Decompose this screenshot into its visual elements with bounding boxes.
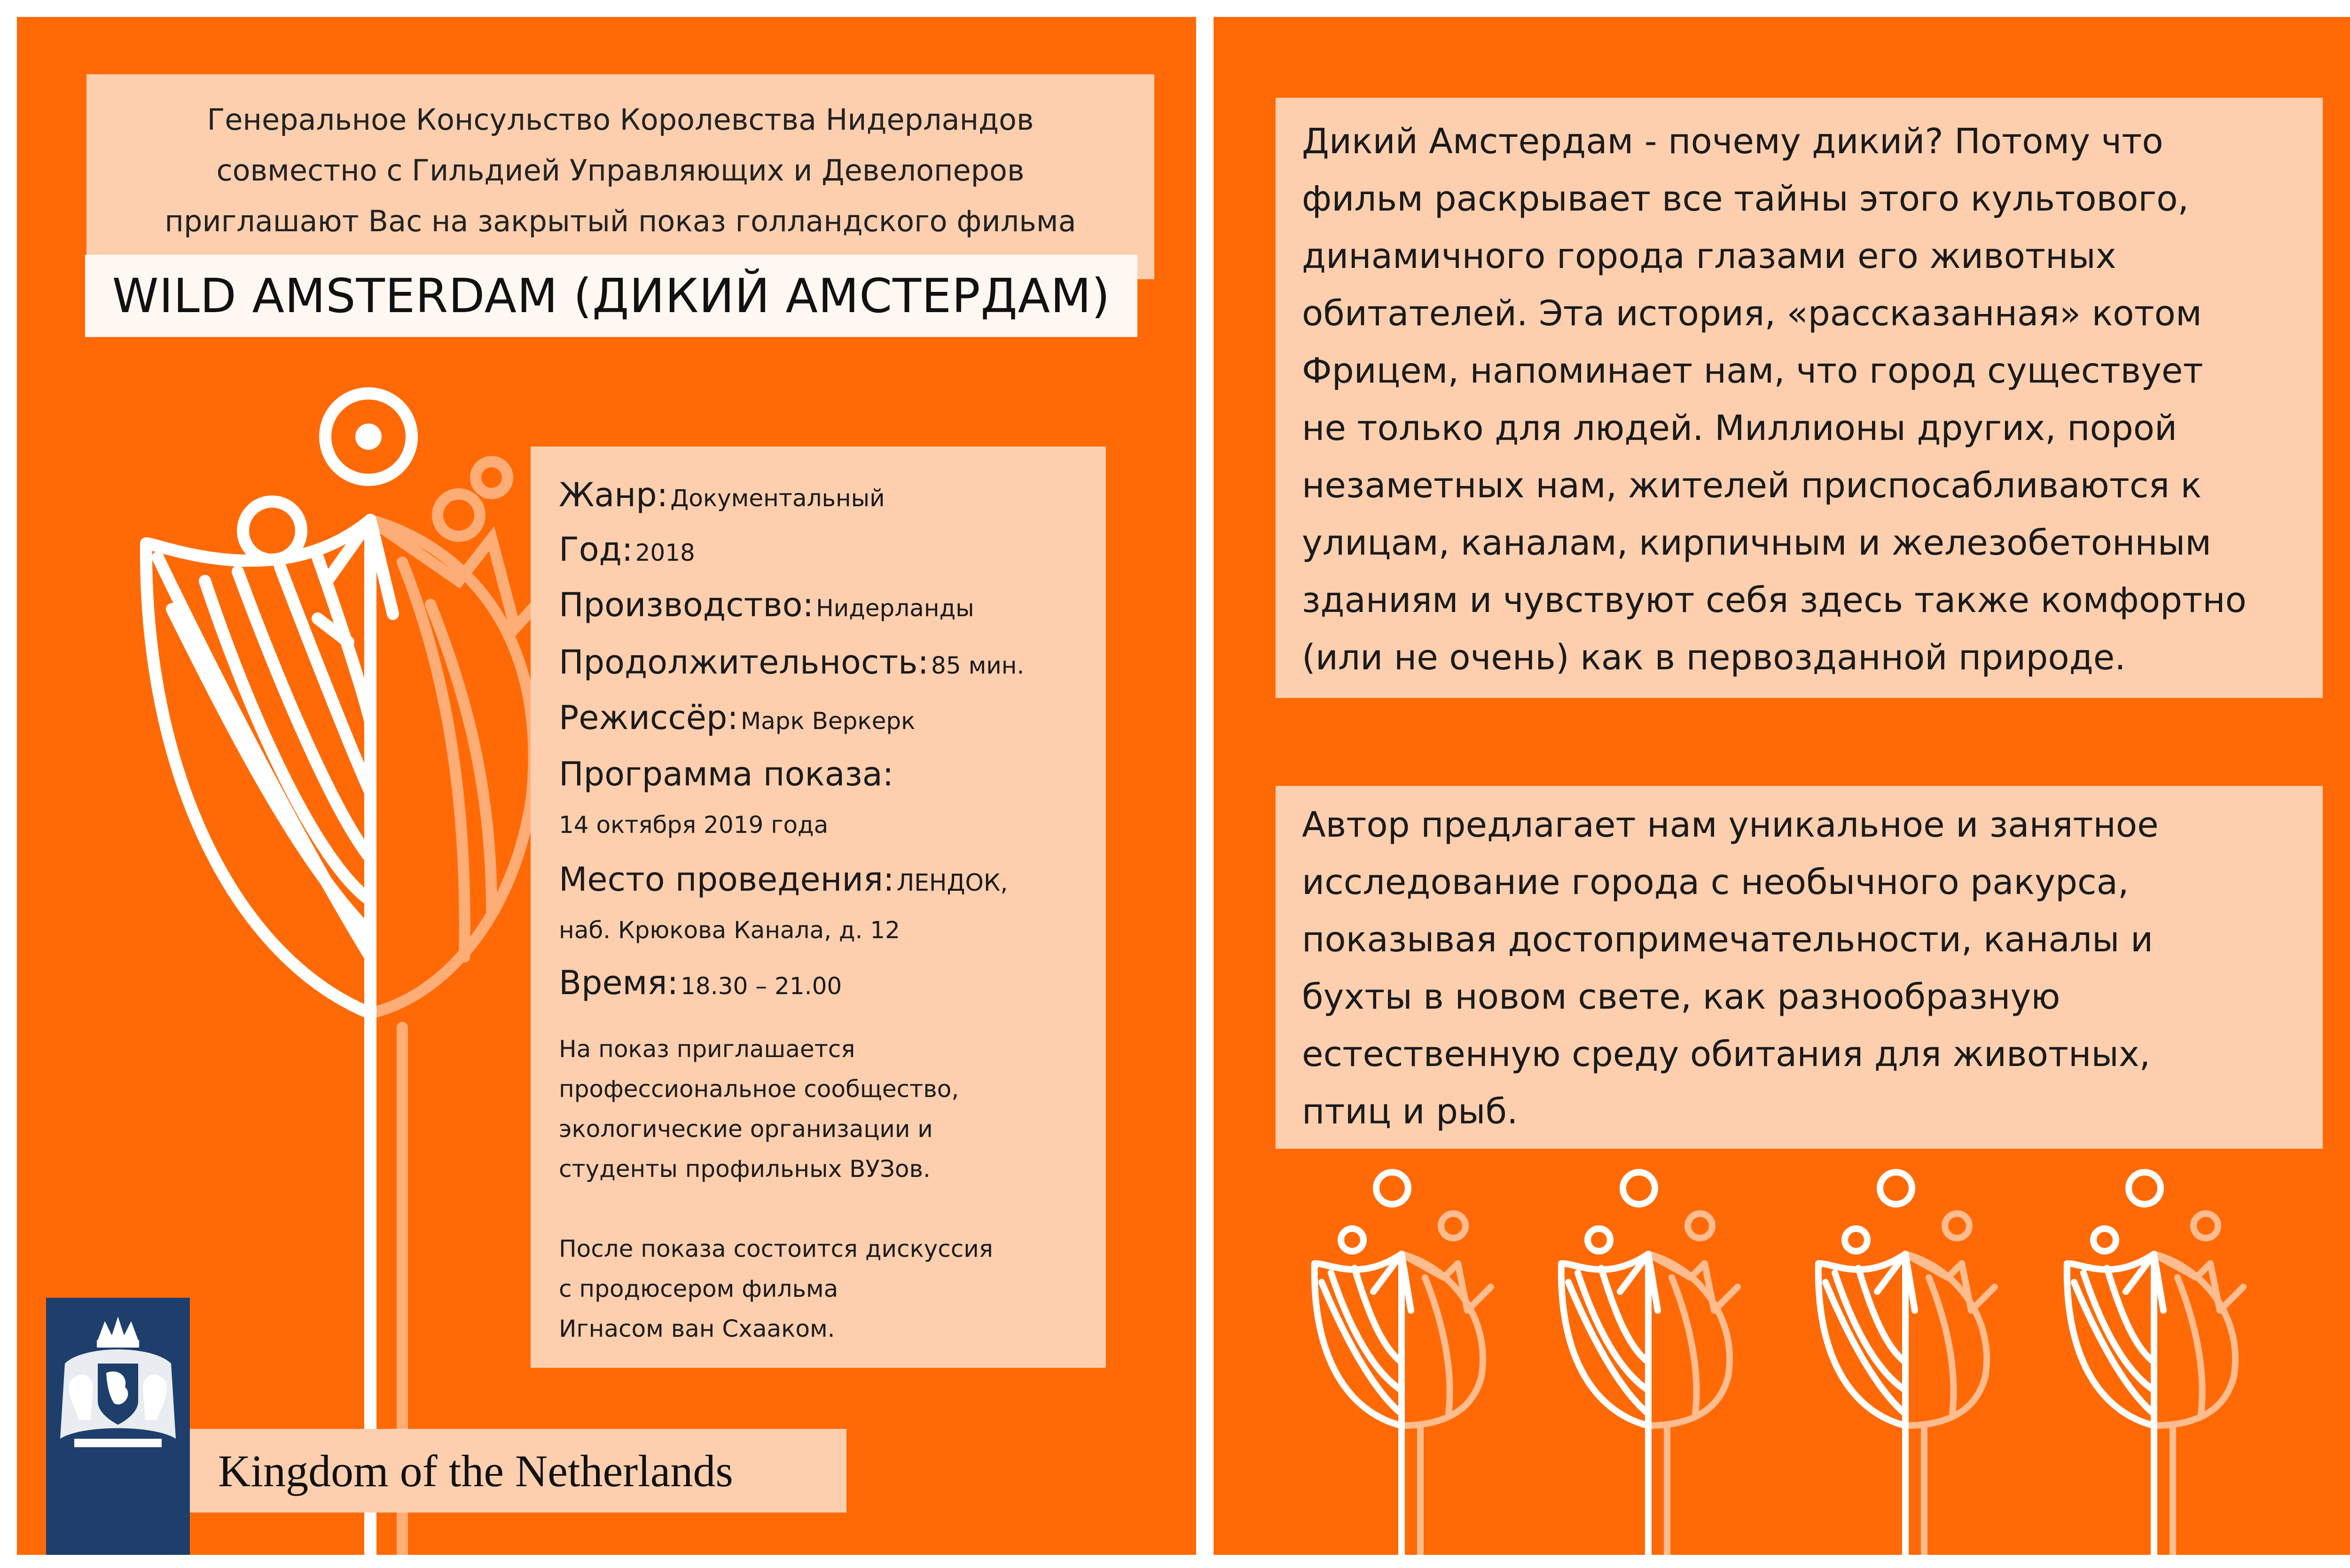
description-line: Фрицем, напоминает нам, что город существует [1302, 351, 2203, 391]
note-line: студенты профильных ВУЗов. [559, 1155, 931, 1183]
description-line: (или не очень) как в первозданной природе. [1302, 637, 2126, 678]
note-line: На показ приглашается [559, 1035, 855, 1063]
description-line: зданиям и чувствуют себя здесь также комфортно [1302, 580, 2247, 620]
description-line: улицам, каналам, кирпичным и железобетонным [1302, 523, 2211, 563]
film-title-box [85, 255, 1137, 337]
right-panel [1214, 17, 2350, 1555]
author-line: Автор предлагает нам уникальное и занятное [1302, 805, 2159, 845]
venue-address: наб. Крюкова Канала, д. 12 [559, 917, 900, 944]
small-tulip [1315, 1172, 1491, 1555]
author-line: естественную среду обитания для животных, [1302, 1034, 2151, 1074]
director-row [559, 698, 915, 737]
small-tulip [1818, 1172, 1995, 1555]
description-line: динамичного города глазами его животных [1302, 236, 2116, 276]
kingdom-label: Kingdom of the Netherlands [218, 1445, 733, 1496]
discussion-line: с продюсером фильма [559, 1275, 838, 1302]
year-row [559, 530, 695, 569]
description-line: не только для людей. Миллионы других, порой [1302, 408, 2178, 448]
time-label: Время: [559, 964, 679, 1002]
small-tulip [2067, 1172, 2243, 1555]
note-line: профессиональное сообщество, [559, 1075, 959, 1103]
genre-label: Жанр: [559, 476, 668, 514]
invitation-line: приглашают Вас на закрытый показ голландского фильма [164, 204, 1076, 238]
year-label: Год: [559, 530, 633, 569]
film-title: WILD AMSTERDAM (ДИКИЙ АМСТЕРДАМ) [112, 268, 1111, 323]
time-row [559, 964, 842, 1002]
discussion-line: Игнасом ван Схааком. [559, 1315, 835, 1342]
production-label: Производство: [559, 586, 814, 624]
duration-value: 85 мин. [931, 652, 1025, 679]
production-value: Нидерланды [816, 595, 974, 622]
coat-of-arms-icon [46, 1312, 190, 1467]
description-line: обитателей. Эта история, «рассказанная» котом [1302, 293, 2202, 334]
author-line: исследование города с необычного ракурса, [1302, 862, 2129, 902]
venue-value: ЛЕНДОК, [896, 869, 1008, 896]
invitation-line: совместно с Гильдией Управляющих и Девелоперов [216, 153, 1025, 188]
author-line: показывая достопримечательности, каналы и [1302, 919, 2154, 960]
small-tulips-row [1214, 1169, 2350, 1555]
description-line: фильм раскрывает все тайны этого культового, [1302, 179, 2189, 219]
director-label: Режиссёр: [559, 698, 738, 737]
year-value: 2018 [635, 539, 695, 566]
author-line: птиц и рыб. [1302, 1091, 1518, 1132]
venue-label: Место проведения: [559, 860, 894, 899]
author-line: бухты в новом свете, как разнообразную [1302, 977, 2060, 1017]
production-row [559, 586, 974, 624]
note-line: экологические организации и [559, 1115, 933, 1143]
duration-row [559, 643, 1024, 682]
left-panel [17, 17, 1196, 1555]
coat-of-arms-panel [46, 1298, 190, 1555]
time-value: 18.30 – 21.00 [681, 972, 842, 1000]
kingdom-label-box [190, 1429, 846, 1513]
program-row [559, 755, 893, 793]
director-value: Марк Веркерк [740, 707, 916, 735]
invitation-line: Генеральное Консульство Королевства Нидерландов [207, 102, 1034, 137]
discussion-line: После показа состоится дискуссия [559, 1235, 993, 1262]
author-box [1276, 786, 2323, 1149]
genre-row [559, 476, 885, 514]
venue-row [559, 860, 1008, 899]
genre-value: Документальный [670, 485, 885, 512]
program-value: 14 октября 2019 года [559, 811, 829, 839]
duration-label: Продолжительность: [559, 643, 929, 682]
description-box [1276, 98, 2323, 698]
description-line: незаметных нам, жителей приспосабливаются к [1302, 465, 2202, 506]
small-tulip [1561, 1172, 1738, 1555]
program-label: Программа показа: [559, 755, 894, 793]
film-info-box [531, 447, 1106, 1368]
description-line: Дикий Амстердам - почему дикий? Потому что [1302, 121, 2163, 162]
